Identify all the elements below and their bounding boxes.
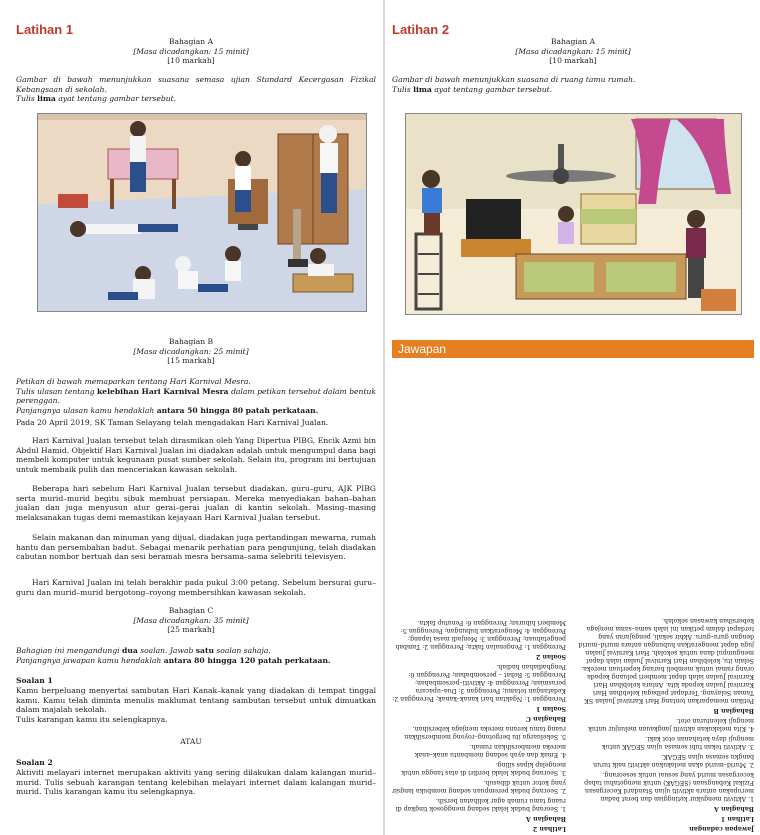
passage-p2: Hari Karnival Jualan tersebut telah dirasmikan oleh Yang Dipertua PIBG, Encik Azmi bin Abdul Hamid. Objektif Hari Karnival Jualan ini diadakan adalah untuk mengumpul dana bagi membeli komputer untuk kegunaan pusat sumber sekolah. Selain itu, program ini bertujuan untuk membaik pulih dan menceriakan kawasan sekolah. — [16, 436, 376, 474]
soalan2-title: Soalan 2 — [16, 758, 53, 767]
task-line: Tulis lima ayat tentang gambar tersebut. — [16, 94, 177, 103]
soalan2-text: Aktiviti melayari internet merupakan aktiviti yang sering dilakukan dalam kalangan murid–murid. Tulis sebuah karangan tentang kelebihan melayari internet dalam kalangan murid–murid. Tulis karangan kamu itu selengkapnya. — [16, 768, 376, 796]
l2-instruction — [392, 75, 752, 94]
l2-bahagian-a-heading: Bahagian A — [550, 37, 596, 46]
answer-l2-a4: 4. Emak dan ayah sedang membantu anak–anak mereka membersihkan rumah. — [414, 743, 566, 758]
latihan2-title: Latihan 2 — [392, 22, 450, 37]
answer-latihan1: Latihan 1 — [720, 815, 754, 822]
answer-soalan1: Soalan 1 — [536, 705, 566, 712]
answer-soalan1-text: Perenggan 1: Ngaktan hari kanak–kanak; Perenggan 2: Kedatangan tetamu; Perenggan 3: Dua–upacara perasmian; Perenggan 4: Aktiviti–persembahan; Perenggan 5: Rehat – persembahan; Perenggan 6: Penghadiahan hadiah. — [392, 663, 566, 702]
bahagian-b-heading: Bahagian B — [168, 337, 214, 346]
bahagian-b-instruction — [16, 377, 376, 415]
answer-title: Jawapan cadangan — [689, 825, 754, 832]
passage-p4: Selain makanan dan minuman yang dijual, diadakan juga pertandingan mewarna, rumah hantu dan persembahan badut. Sebagai menarik perhatian para pengunjung, telah diadakan cabutan nombor bertuah dan sesi beramah mesra bersama–sama selebriti televisyen. — [16, 533, 376, 561]
answer-l1-a4: 4. Kita melakukan aktiviti jangkauan melunjur untuk menguji kelenturan otot. — [588, 717, 754, 732]
answer-column-2 — [390, 616, 566, 832]
l2-instruction-text: Gambar di bawah menunjukkan suasana di ruang tamu rumah. — [392, 75, 636, 84]
answer-l1-a2: 2. Murid–murid akan melakukan aktiviti naik turun bangku semasa ujian SEGAK. — [593, 753, 754, 768]
bahagian-b-header — [0, 337, 382, 366]
answer-l1-a3: 3. Aktiviti tekan tubi semasa ujian SEGAK untuk menguji daya ketahanan otot kaki. — [601, 735, 754, 750]
answer-column-1 — [578, 614, 754, 832]
passage-p1: Pada 20 April 2019, SK Taman Selayang telah mengadakan Hari Karnival Jualan. — [16, 418, 329, 427]
bahagian-b-marks: [15 markah] — [167, 356, 215, 365]
l2-bahagian-a-header — [386, 37, 760, 66]
bahagian-c-marks: [25 markah] — [167, 625, 215, 634]
passage-p3: Beberapa hari sebelum Hari Karnival Jualan tersebut diadakan, guru–guru, AJK PIBG serta murid–murid begitu sibuk membuat persiapan. Mereka menyediakan bahan–bahan jualan dan juga menyusun atur gerai–gerai jualan di kantin sekolah. Masing–masing melaksanakan tugas demi memastikan kejayaan Hari Karnival Jualan tersebut. — [16, 484, 376, 522]
bahagian-a-header — [0, 37, 382, 66]
answer-l2-a2: 2. Seorang budak perempuan sedang membuka langsir yang kotor untuk dibasuh. — [392, 779, 566, 794]
answer-l2-a1: 1. Seorang budak lelaki sedang menggosok tingkap di ruang tamu rumah agar kelihatan bersih. — [395, 797, 566, 812]
answer-latihan2: Latihan 2 — [532, 825, 566, 832]
soalan1-title: Soalan 1 — [16, 676, 53, 685]
answer-l1-b: Petikan memaparkan tentang Hari Karnival Jualan SK Taman Selayang. Terdapat pelbagai kelebihan Hari Karnival Jualan kepada kita. Antara kelebihan Hari Karnival Jualan ialah dapat memberi peluang kepada orang ramai untuk membeli barang keperluan mereka. Selain itu, kelebihan Hari Karnival Jualan ialah dapat mengumpul dana untuk sekolah. Hari Karnival Jualan juga dapat mengeratkan hubungan antara murid–murid dengan guru–guru. Akhir sekali, pengajaran yang terdapat dalam petikan ini ialah sama–sama menjaga kebersihan kawasan sekolah. — [578, 617, 754, 704]
bahagian-c-header — [0, 606, 382, 635]
bahagian-a-marks: [10 markah] — [167, 56, 215, 65]
bahagian-c-instruction — [16, 646, 376, 665]
intro-text: Petikan di bawah memaparkan tentang Hari Karnival Mesra. — [16, 377, 251, 386]
answer-l2-a5: 5. Sekeluarga itu bergotong–royong membersihkan ruang tamu kerana mereka menjaga kebersihan. — [404, 725, 566, 740]
bahagian-a-time: [Masa dicadangkan: 15 minit] — [133, 46, 249, 56]
answer-soalan2-text: Perenggan 1: Pengenalan fakta; Perenggan 2: Tambah pengetahuan; Perenggan 3: Menjadi masa lapang; Perenggan 4: Mengeratkan hubungan; Perenggan 5: Memberi hiburan; Perenggan 6: Penutup fakta. — [395, 619, 566, 650]
living-room-illustration — [405, 113, 742, 315]
bahagian-c-time: [Masa dicadangkan: 35 minit] — [133, 615, 249, 625]
passage-p5: Hari Karnival Jualan ini telah berakhir pada pukul 3:00 petang. Sebelum bersurai guru–guru dan murid–murid bergotong–royong membersihkan kawasan sekolah. — [16, 578, 376, 597]
answer-l2-bahagian-a: Bahagian A — [526, 815, 566, 822]
answer-soalan2: Soalan 2 — [536, 653, 566, 660]
answer-l1-a1: 1. Aktiviti mengukur ketinggian dan berat badan merupakan antara aktiviti ujian Standard Kecergasan Fizikal Kebangsaan (SEGAK) untuk mengetahui tahap kecergasan murid yang sesuai untuk seseorang. — [584, 771, 754, 802]
instruction-text: Gambar di bawah menunjukkan suasana semasa ujian Standard Kecergasan Fizikal Kebangsaan di sekolah. — [16, 75, 376, 94]
segak-illustration — [37, 113, 367, 312]
l2-task-line: Tulis lima ayat tentang gambar tersebut. — [392, 84, 553, 94]
answer-l1-bahagian-b: Bahagian B — [713, 707, 754, 714]
page-gutter — [383, 0, 385, 835]
task1-line: Tulis ulasan tentang kelebihan Hari Karnival Mesra dalam petikan tersebut dalam bentuk perenggan. — [16, 386, 376, 405]
jawapan-banner: Jawapan — [392, 340, 754, 358]
bahagian-b-time: [Masa dicadangkan: 25 minit] — [133, 346, 249, 356]
bahagian-c-heading: Bahagian C — [168, 606, 214, 615]
answer-l1-bahagian-c: Bahagian C — [525, 715, 566, 722]
l2-bahagian-a-marks: [10 markah] — [549, 56, 597, 65]
answer-l1-bahagian-a: Bahagian A — [714, 805, 754, 812]
answers-upside-down — [390, 362, 754, 832]
bahagian-a-instruction — [16, 75, 376, 104]
soalan1-text: Kamu berpeluang menyertai sambutan Hari Kanak–kanak yang diadakan di tempat tinggal kamu. Kamu telah diminta menulis maklumat tentang sambutan tersebut untuk dimuatkan dalam majalah sekolah. — [16, 686, 376, 714]
bahagian-a-heading: Bahagian A — [168, 37, 214, 46]
or-divider: ATAU — [180, 737, 202, 746]
c-task2-line: Panjangnya jawapan kamu hendaklah antara 80 hingga 120 patah perkataan. — [16, 655, 331, 665]
c-task1-line: Bahagian ini mengandungi dua soalan. Jawab satu soalan sahaja. — [16, 646, 271, 655]
task2-line: Panjangnya ulasan kamu hendaklah antara 50 hingga 80 patah perkataan. — [16, 405, 319, 415]
answer-l2-a3: 3. Seorang budak lelaki berdiri di atas tangga untuk mengelap kipas siling. — [401, 761, 566, 776]
l2-bahagian-a-time: [Masa dicadangkan: 15 minit] — [515, 46, 631, 56]
latihan1-title: Latihan 1 — [16, 22, 74, 37]
soalan1-task: Tulis karangan kamu itu selengkapnya. — [16, 715, 168, 724]
